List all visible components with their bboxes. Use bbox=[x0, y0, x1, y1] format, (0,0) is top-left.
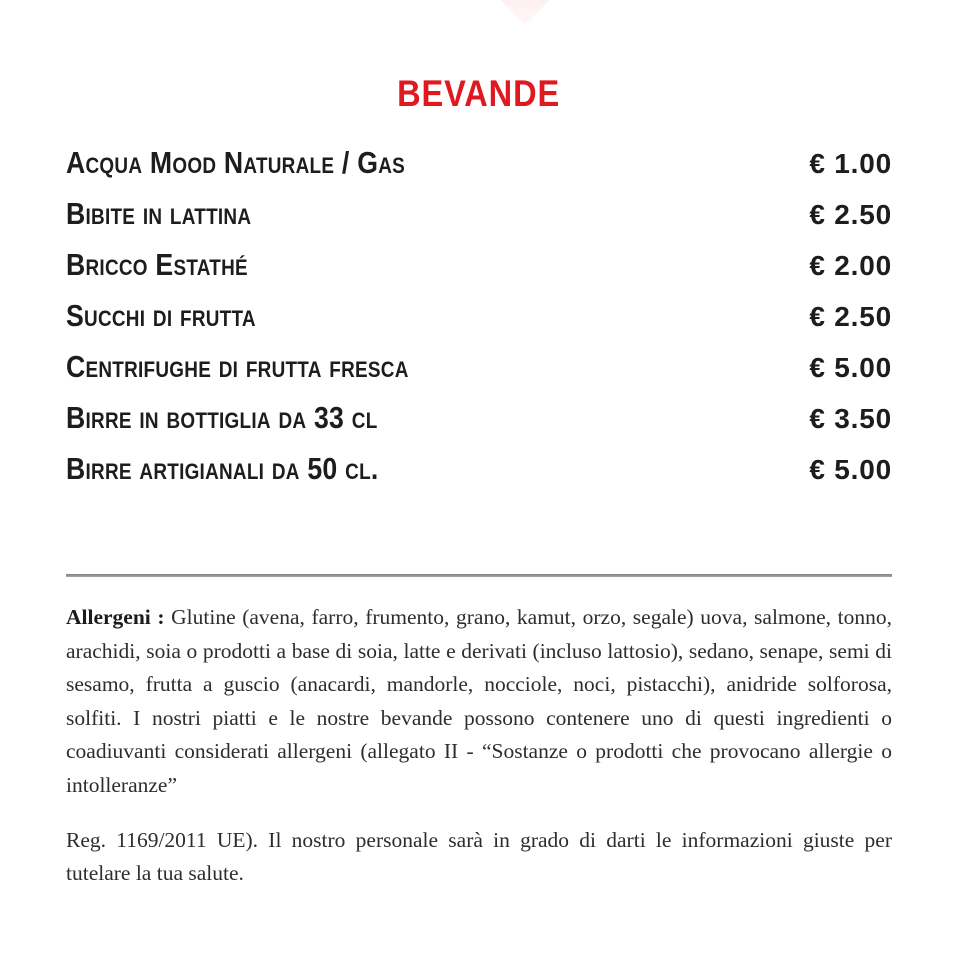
menu-list bbox=[66, 146, 892, 503]
menu-row bbox=[66, 146, 892, 197]
menu-item-name: Birre in bottiglia da 33 cl bbox=[66, 400, 378, 435]
menu-row bbox=[66, 197, 892, 248]
menu-item-name: Bricco Estathé bbox=[66, 247, 248, 282]
menu-item-name: Acqua Mood Naturale / Gas bbox=[66, 145, 406, 180]
menu-item-price: € 3.50 bbox=[809, 403, 892, 434]
menu-item-name: Centrifughe di frutta fresca bbox=[66, 349, 409, 384]
page-title bbox=[66, 74, 892, 116]
menu-item-name: Birre artigianali da 50 cl. bbox=[66, 451, 379, 486]
allergen-label: Allergeni : bbox=[66, 605, 165, 629]
menu-item-price: € 5.00 bbox=[809, 454, 892, 485]
menu-item-price: € 2.50 bbox=[809, 199, 892, 230]
page-title-text: BEVANDE bbox=[397, 73, 561, 114]
menu-row bbox=[66, 401, 892, 452]
menu-item-price: € 1.00 bbox=[809, 148, 892, 179]
menu-item-name: Succhi di frutta bbox=[66, 298, 256, 333]
section-divider bbox=[66, 574, 892, 577]
allergen-paragraph bbox=[66, 601, 892, 802]
menu-row bbox=[66, 299, 892, 350]
menu-row bbox=[66, 350, 892, 401]
menu-row bbox=[66, 452, 892, 503]
menu-item-price: € 2.00 bbox=[809, 250, 892, 281]
allergen-text: Glutine (avena, farro, frumento, grano, kamut, orzo, segale) uova, salmone, tonno, arachidi, soia o prodotti a base di soia, latte e derivati (incluso lattosio), sedano, senape, semi di sesamo, frutta a guscio (anacardi, mandorle, nocciole, noci, pistacchi), anidride solforosa, solfiti. I nostri piatti e le nostre bevande possono contenere uno di questi ingredienti o coadiuvanti considerati allergeni (allegato II - “Sostanze o prodotti che provocano allergie o intolleranze” bbox=[66, 605, 892, 797]
menu-page bbox=[66, 0, 892, 912]
menu-row bbox=[66, 248, 892, 299]
menu-item-price: € 5.00 bbox=[809, 352, 892, 383]
regulation-note: Reg. 1169/2011 UE). Il nostro personale sarà in grado di darti le informazioni giuste per tutelare la tua salute. bbox=[66, 827, 892, 885]
menu-item-price: € 2.50 bbox=[809, 301, 892, 332]
menu-item-name: Bibite in lattina bbox=[66, 196, 252, 231]
